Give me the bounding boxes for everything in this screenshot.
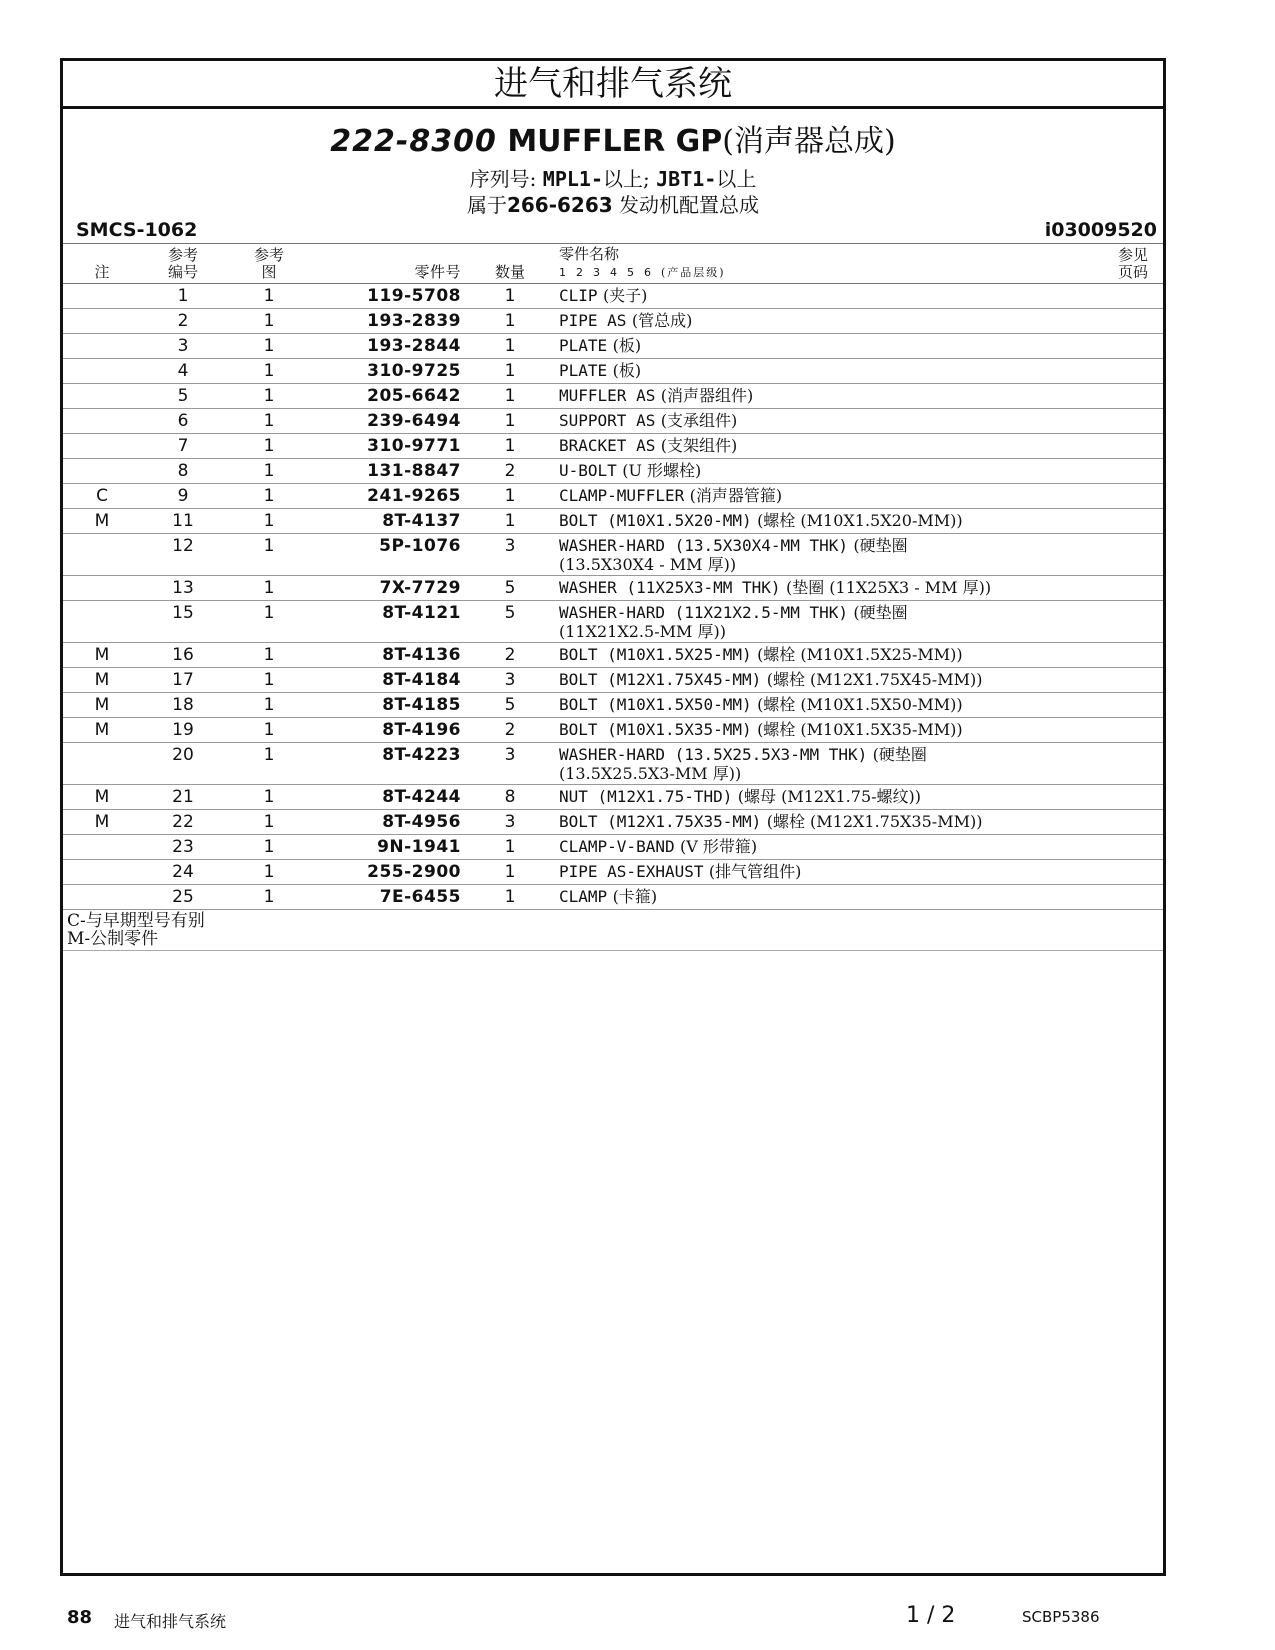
row-see-page <box>1103 484 1163 509</box>
row-note <box>63 601 141 643</box>
row-see-page <box>1103 359 1163 384</box>
table-row <box>63 309 1163 334</box>
part-name-cn: (螺栓 (M10X1.5X25-MM)) <box>757 645 963 664</box>
part-name-cn: (螺栓 (M10X1.5X50-MM)) <box>757 695 963 714</box>
row-ref-fig: 1 <box>225 668 313 693</box>
row-qty: 1 <box>461 885 559 910</box>
row-ref-no: 13 <box>141 576 225 601</box>
row-qty: 2 <box>461 643 559 668</box>
row-note <box>63 885 141 910</box>
row-part-name <box>559 309 1103 334</box>
row-part-name <box>559 509 1103 534</box>
row-note <box>63 284 141 309</box>
table-row <box>63 668 1163 693</box>
part-name-en: WASHER-HARD (13.5X30X4-MM THK) <box>559 536 848 555</box>
document-id: i03009520 <box>1044 219 1157 241</box>
part-name-cn: (U 形螺栓) <box>622 461 702 480</box>
footer-page-number: 88 <box>67 1607 93 1628</box>
table-row <box>63 835 1163 860</box>
serial-prefix-1: MPL1- <box>542 167 603 191</box>
part-name-cn: (螺栓 (M12X1.75X45-MM)) <box>766 670 983 689</box>
row-part-number: 8T-4244 <box>313 785 461 810</box>
row-qty: 5 <box>461 601 559 643</box>
row-ref-fig: 1 <box>225 718 313 743</box>
table-row <box>63 409 1163 434</box>
row-ref-fig: 1 <box>225 434 313 459</box>
row-see-page <box>1103 743 1163 785</box>
page-footer <box>0 1597 1275 1631</box>
row-ref-no: 21 <box>141 785 225 810</box>
part-name-cn: (垫圈 (11X25X3 - MM 厚)) <box>785 578 992 597</box>
part-name-en: BOLT (M12X1.75X45-MM) <box>559 670 762 689</box>
part-name-en: PIPE AS-EXHAUST <box>559 862 704 881</box>
row-part-name <box>559 409 1103 434</box>
row-part-number: 8T-4184 <box>313 668 461 693</box>
row-part-number: 119-5708 <box>313 284 461 309</box>
row-part-number: 5P-1076 <box>313 534 461 576</box>
part-name-cn: (管总成) <box>631 311 693 330</box>
row-part-name <box>559 334 1103 359</box>
part-name-en: CLAMP-V-BAND <box>559 837 675 856</box>
row-ref-no: 7 <box>141 434 225 459</box>
row-ref-fig: 1 <box>225 693 313 718</box>
row-part-number: 8T-4137 <box>313 509 461 534</box>
table-row <box>63 693 1163 718</box>
part-name-cn: (支架组件) <box>660 436 738 455</box>
row-qty: 1 <box>461 334 559 359</box>
row-part-number: 8T-4956 <box>313 810 461 835</box>
row-qty: 1 <box>461 409 559 434</box>
table-row <box>63 743 1163 785</box>
row-qty: 1 <box>461 384 559 409</box>
row-ref-no: 19 <box>141 718 225 743</box>
row-see-page <box>1103 334 1163 359</box>
belongs-prefix: 属于 <box>466 193 507 217</box>
header-ref-no: 参考 编号 <box>141 244 225 284</box>
part-name-cn: (板) <box>612 361 642 380</box>
row-see-page <box>1103 601 1163 643</box>
row-part-number: 239-6494 <box>313 409 461 434</box>
row-qty: 1 <box>461 860 559 885</box>
row-see-page <box>1103 835 1163 860</box>
header-levels: 1 2 3 4 5 6 (产品层级) <box>559 266 726 279</box>
row-note <box>63 409 141 434</box>
part-name-en: PLATE <box>559 336 608 355</box>
table-row <box>63 643 1163 668</box>
table-row <box>63 534 1163 576</box>
table-row <box>63 384 1163 409</box>
row-note <box>63 334 141 359</box>
row-note: M <box>63 693 141 718</box>
part-name-en: BOLT (M12X1.75X35-MM) <box>559 812 762 831</box>
group-name-en: MUFFLER GP <box>507 124 723 159</box>
row-qty: 1 <box>461 284 559 309</box>
row-see-page <box>1103 284 1163 309</box>
group-title <box>63 123 1163 161</box>
row-part-name <box>559 810 1103 835</box>
part-name-en: PIPE AS <box>559 311 627 330</box>
part-name-cn: (消声器组件) <box>660 386 754 405</box>
row-see-page <box>1103 384 1163 409</box>
table-header-row <box>63 244 1163 284</box>
row-part-number: 310-9771 <box>313 434 461 459</box>
row-note <box>63 743 141 785</box>
row-ref-fig: 1 <box>225 309 313 334</box>
header-see-page: 参见 页码 <box>1103 244 1163 284</box>
part-name-cn: (支承组件) <box>660 411 738 430</box>
table-row <box>63 334 1163 359</box>
group-part-number: 222-8300 <box>330 124 497 159</box>
parts-page-frame <box>60 58 1166 1576</box>
row-note: M <box>63 509 141 534</box>
serial-range <box>63 163 1163 192</box>
row-see-page <box>1103 534 1163 576</box>
table-row <box>63 459 1163 484</box>
row-ref-no: 12 <box>141 534 225 576</box>
row-ref-fig: 1 <box>225 359 313 384</box>
row-qty: 5 <box>461 576 559 601</box>
row-part-name <box>559 484 1103 509</box>
part-name-cn: (螺母 (M12X1.75-螺纹)) <box>737 787 922 806</box>
table-row <box>63 885 1163 910</box>
row-ref-no: 1 <box>141 284 225 309</box>
row-ref-no: 4 <box>141 359 225 384</box>
row-ref-fig: 1 <box>225 484 313 509</box>
row-ref-no: 24 <box>141 860 225 885</box>
row-ref-no: 5 <box>141 384 225 409</box>
belongs-to <box>63 189 1163 218</box>
part-name-en: CLAMP-MUFFLER <box>559 486 685 505</box>
belongs-part: 266-6263 <box>506 193 613 217</box>
footnote-m: M-公制零件 <box>67 929 159 949</box>
row-see-page <box>1103 434 1163 459</box>
serial-label: 序列号: <box>469 167 537 191</box>
row-note <box>63 359 141 384</box>
table-row <box>63 484 1163 509</box>
part-name-cn: (排气管组件) <box>708 862 802 881</box>
row-part-name <box>559 459 1103 484</box>
table-row <box>63 860 1163 885</box>
row-note <box>63 576 141 601</box>
part-name-en: CLAMP <box>559 887 608 906</box>
row-part-name <box>559 534 1103 576</box>
row-note <box>63 534 141 576</box>
row-qty: 3 <box>461 668 559 693</box>
table-row <box>63 785 1163 810</box>
row-part-number: 205-6642 <box>313 384 461 409</box>
parts-rows <box>63 284 1163 910</box>
part-name-en: MUFFLER AS <box>559 386 656 405</box>
part-name-en: CLIP <box>559 286 598 305</box>
row-part-number: 193-2839 <box>313 309 461 334</box>
header-qty: 数量 <box>461 244 559 284</box>
part-name-en: BOLT (M10X1.5X35-MM) <box>559 720 752 739</box>
part-name-cn-cont: (13.5X30X4 - MM 厚)) <box>559 555 737 574</box>
row-part-number: 8T-4185 <box>313 693 461 718</box>
footer-section: 进气和排气系统 <box>114 1612 227 1631</box>
row-part-name <box>559 434 1103 459</box>
row-note: M <box>63 668 141 693</box>
row-see-page <box>1103 409 1163 434</box>
row-part-number: 310-9725 <box>313 359 461 384</box>
row-qty: 2 <box>461 459 559 484</box>
row-part-name <box>559 359 1103 384</box>
part-name-en: NUT (M12X1.75-THD) <box>559 787 733 806</box>
row-part-number: 9N-1941 <box>313 835 461 860</box>
row-part-number: 8T-4121 <box>313 601 461 643</box>
row-qty: 1 <box>461 359 559 384</box>
table-row <box>63 576 1163 601</box>
row-ref-no: 17 <box>141 668 225 693</box>
row-ref-no: 18 <box>141 693 225 718</box>
header-part-name: 零件名称 1 2 3 4 5 6 (产品层级) <box>559 244 1103 284</box>
row-part-number: 193-2844 <box>313 334 461 359</box>
part-name-cn: (硬垫圈 <box>853 536 908 555</box>
row-ref-fig: 1 <box>225 384 313 409</box>
row-qty: 3 <box>461 534 559 576</box>
part-name-cn: (板) <box>612 336 642 355</box>
group-header <box>63 109 1163 243</box>
part-name-cn: (夹子) <box>602 286 648 305</box>
row-part-name <box>559 693 1103 718</box>
row-ref-fig: 1 <box>225 601 313 643</box>
part-name-en: WASHER-HARD (11X21X2.5-MM THK) <box>559 603 848 622</box>
row-ref-fig: 1 <box>225 810 313 835</box>
row-ref-fig: 1 <box>225 509 313 534</box>
part-name-en: BOLT (M10X1.5X25-MM) <box>559 645 752 664</box>
row-see-page <box>1103 509 1163 534</box>
row-note <box>63 384 141 409</box>
footer-doc-code: SCBP5386 <box>1022 1608 1100 1626</box>
part-name-cn: (卡箍) <box>612 887 658 906</box>
row-part-number: 8T-4196 <box>313 718 461 743</box>
smcs-code: SMCS-1062 <box>76 219 198 241</box>
row-part-name <box>559 743 1103 785</box>
row-ref-no: 3 <box>141 334 225 359</box>
row-qty: 1 <box>461 434 559 459</box>
part-name-cn: (硬垫圈 <box>853 603 908 622</box>
row-qty: 3 <box>461 810 559 835</box>
part-name-cn: (硬垫圈 <box>872 745 927 764</box>
header-ref-fig: 参考 图 <box>225 244 313 284</box>
row-see-page <box>1103 810 1163 835</box>
part-name-cn: (螺栓 (M10X1.5X20-MM)) <box>757 511 963 530</box>
part-name-cn: (消声器管箍) <box>689 486 783 505</box>
row-part-number: 255-2900 <box>313 860 461 885</box>
row-ref-no: 16 <box>141 643 225 668</box>
row-ref-no: 2 <box>141 309 225 334</box>
row-part-number: 241-9265 <box>313 484 461 509</box>
table-row <box>63 434 1163 459</box>
table-row <box>63 601 1163 643</box>
row-ref-fig: 1 <box>225 743 313 785</box>
row-ref-no: 22 <box>141 810 225 835</box>
row-see-page <box>1103 693 1163 718</box>
header-note: 注 <box>63 244 141 284</box>
row-part-name <box>559 384 1103 409</box>
row-ref-fig: 1 <box>225 643 313 668</box>
row-ref-fig: 1 <box>225 785 313 810</box>
part-name-en: SUPPORT AS <box>559 411 656 430</box>
row-ref-fig: 1 <box>225 409 313 434</box>
row-ref-no: 20 <box>141 743 225 785</box>
parts-table <box>63 243 1163 910</box>
row-part-name <box>559 785 1103 810</box>
row-see-page <box>1103 785 1163 810</box>
row-part-name <box>559 860 1103 885</box>
table-row <box>63 284 1163 309</box>
row-ref-fig: 1 <box>225 459 313 484</box>
part-name-en: U-BOLT <box>559 461 617 480</box>
row-note <box>63 459 141 484</box>
footer-page-count: 1 / 2 <box>906 1603 956 1628</box>
row-part-name <box>559 601 1103 643</box>
row-note <box>63 860 141 885</box>
belongs-suffix: 发动机配置总成 <box>612 193 760 217</box>
row-qty: 2 <box>461 718 559 743</box>
row-see-page <box>1103 459 1163 484</box>
row-part-name <box>559 643 1103 668</box>
row-part-name <box>559 668 1103 693</box>
row-ref-fig: 1 <box>225 835 313 860</box>
row-note: M <box>63 643 141 668</box>
row-note <box>63 835 141 860</box>
row-see-page <box>1103 643 1163 668</box>
row-see-page <box>1103 668 1163 693</box>
row-note <box>63 434 141 459</box>
part-name-cn: (螺栓 (M12X1.75X35-MM)) <box>766 812 983 831</box>
row-ref-fig: 1 <box>225 576 313 601</box>
part-name-en: BOLT (M10X1.5X20-MM) <box>559 511 752 530</box>
part-name-en: WASHER-HARD (13.5X25.5X3-MM THK) <box>559 745 868 764</box>
row-see-page <box>1103 718 1163 743</box>
row-see-page <box>1103 309 1163 334</box>
row-note: M <box>63 718 141 743</box>
row-part-name <box>559 835 1103 860</box>
row-ref-fig: 1 <box>225 860 313 885</box>
row-qty: 1 <box>461 509 559 534</box>
row-note <box>63 309 141 334</box>
row-qty: 1 <box>461 309 559 334</box>
table-row <box>63 718 1163 743</box>
row-qty: 8 <box>461 785 559 810</box>
row-ref-no: 8 <box>141 459 225 484</box>
part-name-cn: (V 形带箍) <box>680 837 758 856</box>
row-part-name <box>559 718 1103 743</box>
row-note: C <box>63 484 141 509</box>
serial-suffix-2: 以上 <box>716 167 757 191</box>
serial-prefix-2: JBT1- <box>656 167 717 191</box>
part-name-en: BOLT (M10X1.5X50-MM) <box>559 695 752 714</box>
serial-suffix-1: 以上; <box>603 167 650 191</box>
row-ref-no: 6 <box>141 409 225 434</box>
table-row <box>63 810 1163 835</box>
row-qty: 1 <box>461 484 559 509</box>
row-note: M <box>63 785 141 810</box>
row-ref-no: 11 <box>141 509 225 534</box>
row-ref-fig: 1 <box>225 334 313 359</box>
row-ref-fig: 1 <box>225 284 313 309</box>
row-qty: 1 <box>461 835 559 860</box>
part-name-en: WASHER (11X25X3-MM THK) <box>559 578 781 597</box>
part-name-cn-cont: (11X21X2.5-MM 厚)) <box>559 622 726 641</box>
row-part-name <box>559 576 1103 601</box>
row-ref-no: 23 <box>141 835 225 860</box>
section-title: 进气和排气系统 <box>63 61 1163 109</box>
row-ref-no: 25 <box>141 885 225 910</box>
table-row <box>63 359 1163 384</box>
row-part-number: 131-8847 <box>313 459 461 484</box>
part-name-cn: (螺栓 (M10X1.5X35-MM)) <box>757 720 963 739</box>
part-name-en: BRACKET AS <box>559 436 656 455</box>
row-part-name <box>559 885 1103 910</box>
row-see-page <box>1103 860 1163 885</box>
row-part-number: 8T-4223 <box>313 743 461 785</box>
row-ref-no: 9 <box>141 484 225 509</box>
row-part-number: 8T-4136 <box>313 643 461 668</box>
footnote-c: C-与早期型号有别 <box>67 911 205 931</box>
row-see-page <box>1103 885 1163 910</box>
part-name-en: PLATE <box>559 361 608 380</box>
header-part-number: 零件号 <box>313 244 461 284</box>
row-qty: 5 <box>461 693 559 718</box>
row-ref-fig: 1 <box>225 534 313 576</box>
row-ref-no: 15 <box>141 601 225 643</box>
table-row <box>63 509 1163 534</box>
row-part-name <box>559 284 1103 309</box>
row-ref-fig: 1 <box>225 885 313 910</box>
row-note: M <box>63 810 141 835</box>
row-see-page <box>1103 576 1163 601</box>
row-qty: 3 <box>461 743 559 785</box>
footnotes <box>63 910 1163 951</box>
group-name-cn: (消声器总成) <box>722 124 896 159</box>
part-name-cn-cont: (13.5X25.5X3-MM 厚)) <box>559 764 742 783</box>
row-part-number: 7E-6455 <box>313 885 461 910</box>
row-part-number: 7X-7729 <box>313 576 461 601</box>
